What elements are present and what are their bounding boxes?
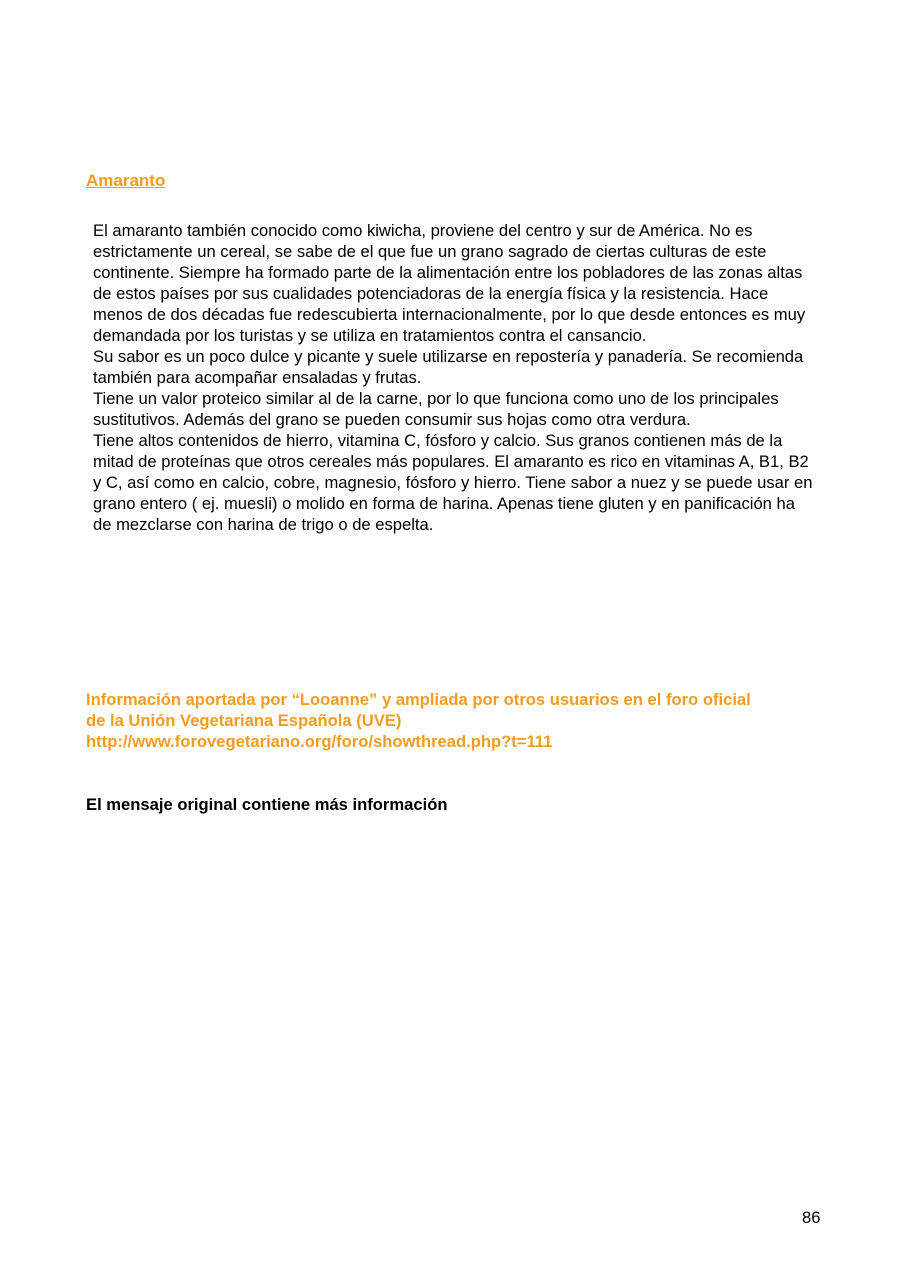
original-message-note: El mensaje original contiene más información (86, 795, 448, 814)
source-link[interactable]: http://www.forovegetariano.org/foro/showthread.php?t=111 (86, 732, 553, 751)
paragraph-origin: El amaranto también conocido como kiwicha, proviene del centro y sur de América. No es estrictamente un cereal, se sabe de el que fue un grano sagrado de ciertas culturas de este continente. Siempre ha formado parte de la alimentación entre los pobladores de las zonas altas de estos países por sus cualidades potenciadoras de la energía física y la resistencia. Hace menos de dos décadas fue redescubierta internacionalmente, por lo que desde entonces es muy demandada por los turistas y se utiliza en tratamientos contra el cansancio. (93, 221, 806, 345)
paragraph-nutrients: Tiene altos contenidos de hierro, vitamina C, fósforo y calcio. Sus granos contienen más de la mitad de proteínas que otros cereales más populares. El amaranto es rico en vitaminas A, B1, B2 y C, así como en calcio, cobre, magnesio, fósforo y hierro. Tiene sabor a nuez y se puede usar en grano entero ( ej. muesli) o molido en forma de harina. Apenas tiene gluten y en panificación ha de mezclarse con harina de trigo o de espelta. (93, 431, 813, 534)
paragraph-protein: Tiene un valor proteico similar al de la carne, por lo que funciona como uno de los principales sustitutivos. Además del grano se pueden consumir sus hojas como otra verdura. (93, 389, 779, 429)
source-line-2: de la Unión Vegetariana Española (UVE) (86, 711, 402, 730)
source-attribution (86, 689, 826, 752)
page-number: 86 (802, 1208, 821, 1227)
section-body (93, 220, 818, 535)
source-line-1: Información aportada por “Looanne” y ampliada por otros usuarios en el foro oficial (86, 690, 751, 709)
section-title: Amaranto (86, 171, 166, 190)
paragraph-flavor: Su sabor es un poco dulce y picante y suele utilizarse en repostería y panadería. Se recomienda también para acompañar ensaladas y frutas. (93, 347, 804, 387)
